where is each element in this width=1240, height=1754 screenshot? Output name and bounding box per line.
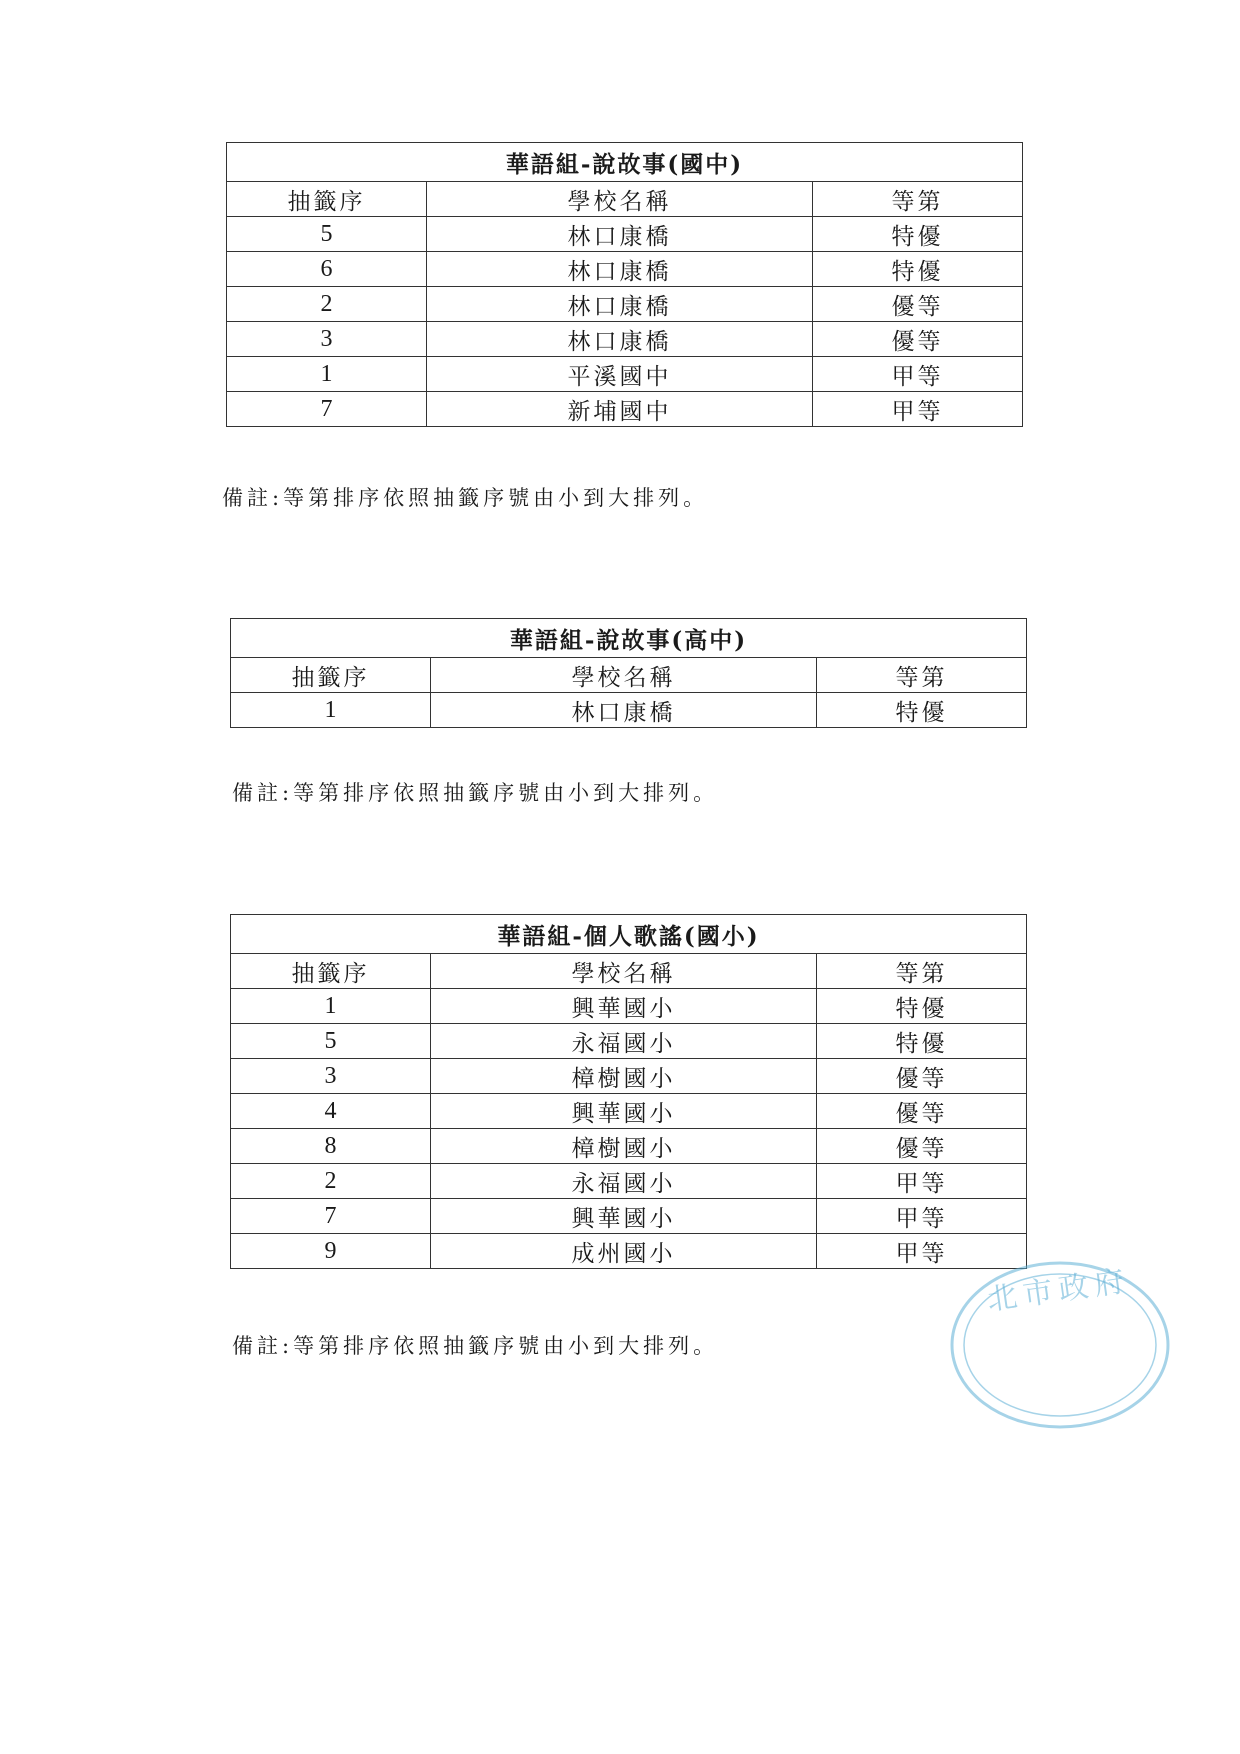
table-title: 華語組-說故事(國中)	[227, 143, 1023, 182]
draw-order: 8	[231, 1129, 431, 1164]
school-name: 新埔國中	[427, 392, 813, 427]
table-row	[231, 1164, 1027, 1199]
header-grade: 等第	[817, 658, 1027, 693]
table-note: 備註:等第排序依照抽籤序號由小到大排列。	[232, 1334, 719, 1358]
draw-order: 2	[227, 287, 427, 322]
draw-order: 1	[231, 989, 431, 1024]
results-table-story-senior-high	[230, 618, 1027, 728]
results-table-story-junior-high	[226, 142, 1023, 427]
school-name: 林口康橋	[427, 287, 813, 322]
table-row	[231, 1059, 1027, 1094]
grade: 特優	[817, 989, 1027, 1024]
table-title: 華語組-說故事(高中)	[231, 619, 1027, 658]
header-draw-order: 抽籤序	[231, 954, 431, 989]
school-name: 林口康橋	[431, 693, 817, 728]
school-name: 平溪國中	[427, 357, 813, 392]
draw-order: 5	[231, 1024, 431, 1059]
grade: 優等	[813, 287, 1023, 322]
school-name: 樟樹國小	[431, 1129, 817, 1164]
draw-order: 2	[231, 1164, 431, 1199]
draw-order: 7	[231, 1199, 431, 1234]
table-note: 備註:等第排序依照抽籤序號由小到大排列。	[232, 781, 719, 805]
grade: 特優	[813, 217, 1023, 252]
draw-order: 1	[227, 357, 427, 392]
official-seal	[945, 1255, 1175, 1435]
table-row	[231, 1129, 1027, 1164]
grade: 優等	[817, 1129, 1027, 1164]
header-school-name: 學校名稱	[427, 182, 813, 217]
grade: 甲等	[817, 1234, 1027, 1269]
table-row	[227, 357, 1023, 392]
table-row	[231, 693, 1027, 728]
school-name: 興華國小	[431, 1199, 817, 1234]
draw-order: 3	[227, 322, 427, 357]
draw-order: 5	[227, 217, 427, 252]
school-name: 永福國小	[431, 1164, 817, 1199]
grade: 優等	[817, 1059, 1027, 1094]
table-row	[227, 322, 1023, 357]
table-header-row	[231, 658, 1027, 693]
table-row	[231, 1094, 1027, 1129]
header-school-name: 學校名稱	[431, 954, 817, 989]
grade: 特優	[817, 1024, 1027, 1059]
table-row	[231, 1024, 1027, 1059]
draw-order: 1	[231, 693, 431, 728]
school-name: 林口康橋	[427, 252, 813, 287]
header-draw-order: 抽籤序	[231, 658, 431, 693]
draw-order: 6	[227, 252, 427, 287]
grade: 甲等	[813, 357, 1023, 392]
school-name: 興華國小	[431, 1094, 817, 1129]
grade: 特優	[817, 693, 1027, 728]
school-name: 興華國小	[431, 989, 817, 1024]
grade: 優等	[813, 322, 1023, 357]
results-table-song-elementary	[230, 914, 1027, 1269]
table-row	[227, 252, 1023, 287]
table-header-row	[227, 182, 1023, 217]
grade: 甲等	[817, 1164, 1027, 1199]
table-row	[231, 989, 1027, 1024]
table-row	[231, 1234, 1027, 1269]
grade: 甲等	[813, 392, 1023, 427]
table-title: 華語組-個人歌謠(國小)	[231, 915, 1027, 954]
school-name: 林口康橋	[427, 322, 813, 357]
header-grade: 等第	[817, 954, 1027, 989]
table-note: 備註:等第排序依照抽籤序號由小到大排列。	[222, 486, 709, 510]
table-row	[231, 1199, 1027, 1234]
table-row	[227, 287, 1023, 322]
school-name: 成州國小	[431, 1234, 817, 1269]
table-row	[227, 217, 1023, 252]
grade: 優等	[817, 1094, 1027, 1129]
header-draw-order: 抽籤序	[227, 182, 427, 217]
table-row	[227, 392, 1023, 427]
draw-order: 7	[227, 392, 427, 427]
grade: 特優	[813, 252, 1023, 287]
school-name: 樟樹國小	[431, 1059, 817, 1094]
draw-order: 9	[231, 1234, 431, 1269]
svg-text:北市政府: 北市政府	[984, 1263, 1133, 1318]
school-name: 林口康橋	[427, 217, 813, 252]
table-header-row	[231, 954, 1027, 989]
draw-order: 4	[231, 1094, 431, 1129]
school-name: 永福國小	[431, 1024, 817, 1059]
draw-order: 3	[231, 1059, 431, 1094]
header-school-name: 學校名稱	[431, 658, 817, 693]
grade: 甲等	[817, 1199, 1027, 1234]
header-grade: 等第	[813, 182, 1023, 217]
